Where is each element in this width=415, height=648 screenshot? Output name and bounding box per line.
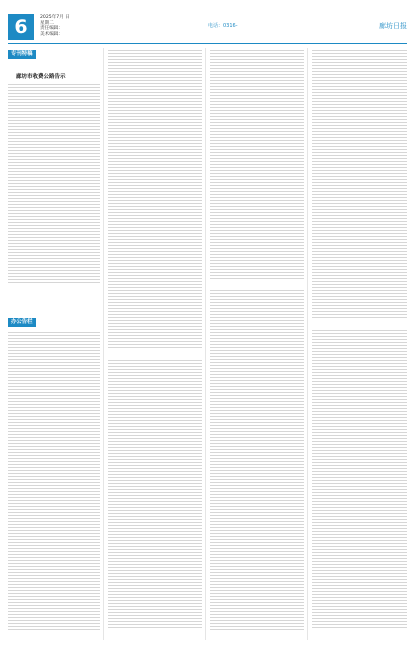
body-text-placeholder: [210, 50, 304, 280]
body-text-placeholder: [312, 330, 407, 630]
notice-title: 廊坊市收费公路告示: [16, 74, 66, 80]
column-divider: [307, 48, 308, 640]
page-header: [8, 14, 407, 40]
body-text-placeholder: [312, 50, 407, 320]
body-text-placeholder: [108, 50, 202, 350]
body-text-placeholder: [108, 360, 202, 630]
column-divider: [103, 48, 104, 640]
header-rule: [8, 43, 407, 44]
issue-date: 2025年7月 日 星期二 责任编辑： 美术编辑：: [40, 15, 70, 37]
body-text-placeholder: [8, 332, 100, 632]
section-tag: 办公告栏: [8, 318, 36, 327]
masthead: 廊坊日报: [379, 22, 407, 30]
body-text-placeholder: [210, 290, 304, 630]
hotline: 电话：0316-: [208, 23, 238, 29]
page-number: 6: [8, 14, 34, 40]
column-divider: [205, 48, 206, 640]
section-tag: 专刊特稿: [8, 50, 36, 59]
body-text-placeholder: [8, 84, 100, 284]
